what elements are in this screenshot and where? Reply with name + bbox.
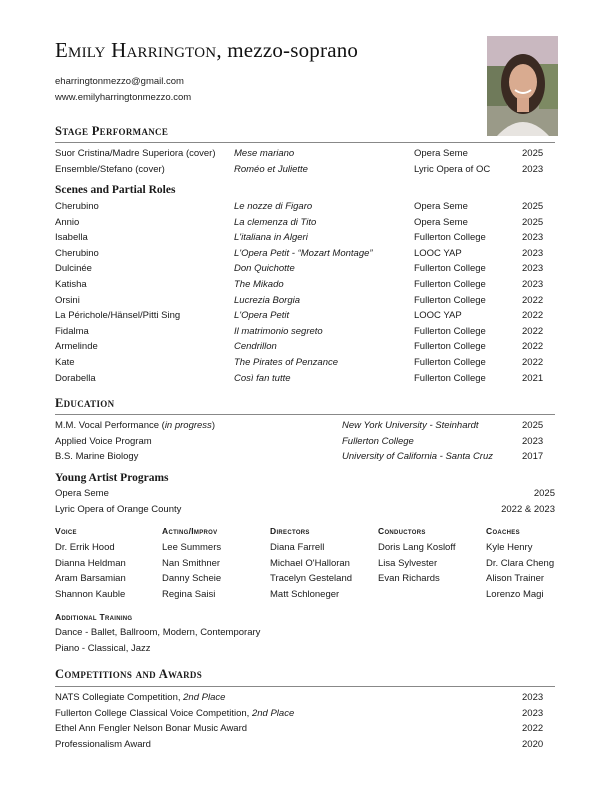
award-text: Ethel Ann Fengler Nelson Bonar Music Award [55,723,248,735]
table-row [0,232,612,246]
column-heading: Acting/Improv [162,526,218,536]
year: 2022 [522,357,544,368]
year: 2025 [522,201,544,212]
additional-training-heading: Additional Training [55,612,133,622]
company-name: Lyric Opera of OC [414,163,491,175]
award-place: 2nd Place [251,707,295,719]
year: 2023 [522,435,544,447]
year: 2023 [522,163,544,175]
table-row [0,326,612,340]
production-title: Don Quichotte [234,263,295,275]
full-name: Emily Harrington [55,38,217,62]
award-text: Fullerton College Classical Voice Competition, [55,707,252,719]
role-name: Ensemble/Stefano (cover) [55,163,165,175]
production-title: Roméo et Juliette [234,163,308,175]
year: 2023 [522,232,544,244]
school-name: University of California - Santa Cruz [342,451,493,463]
company-name: Fullerton College [414,372,486,384]
teacher-list [270,542,352,604]
year: 2020 [522,738,544,750]
voice-type: , mezzo-soprano [216,38,359,62]
role-name: Orsini [55,294,80,306]
year: 2025 [533,488,555,499]
teacher-list [55,542,126,604]
degree-text: ) [211,420,215,431]
production-title: The Mikado [234,279,284,290]
award-name [55,723,247,734]
award-name [55,708,294,719]
year: 2025 [522,148,544,159]
company-name: Opera Seme [414,201,468,212]
production-title: Le nozze di Figaro [234,201,313,212]
award-place: 2nd Place [183,692,226,703]
year: 2023 [522,279,544,290]
list-item: Piano - Classical, Jazz [55,642,151,654]
list-item: Doris Lang Kosloff [378,542,456,553]
company-name: LOOC YAP [414,310,462,322]
table-row [0,341,612,355]
table-row [0,148,612,162]
website-link[interactable]: www.emilyharringtonmezzo.com [55,92,192,103]
list-item: Lee Summers [162,542,222,553]
company-name: Fullerton College [414,357,486,368]
education-heading: Education [55,396,115,410]
list-item: Dr. Clara Cheng [486,557,555,569]
section-divider [55,414,555,415]
section-divider [55,686,555,687]
production-title: Cendrillon [234,341,277,353]
list-item: Tracelyn Gesteland [270,573,353,585]
role-name: Cherubino [55,201,99,212]
year: 2022 [522,723,544,735]
table-row [0,723,612,737]
table-row [0,739,612,753]
list-item: Dance - Ballet, Ballroom, Modern, Contemporary [55,627,261,638]
role-name: Suor Cristina/Madre Superiora (cover) [55,148,216,159]
production-title: Il matrimonio segreto [234,325,323,337]
section-divider [55,142,555,143]
role-name: Fidalma [55,325,89,337]
year: 2022 [522,294,544,306]
program-name: Opera Seme [55,488,109,499]
role-name: Dulcinée [55,263,92,275]
degree-text: B.S. Marine Biology [55,451,139,463]
degree [55,451,138,462]
table-row [0,263,612,277]
year: 2022 [522,325,544,337]
degree-text: M.M. Vocal Performance ( [55,420,165,431]
year: 2022 [522,341,544,353]
young-artist-heading: Young Artist Programs [55,472,169,484]
table-row [0,504,612,518]
year: 2023 [522,692,544,703]
company-name: Fullerton College [414,325,486,337]
table-row [0,279,612,293]
list-item: Regina Saisi [162,588,216,600]
list-item: Alison Trainer [486,573,545,585]
column-heading: Voice [55,526,77,536]
role-name: Annio [55,216,80,228]
table-row [0,692,612,706]
table-row [0,373,612,387]
role-name: Katisha [55,279,87,290]
year: 2017 [522,451,544,463]
list-item: Matt Schloneger [270,588,340,600]
year: 2025 [522,420,544,431]
table-row [0,310,612,324]
table-row [0,708,612,722]
year: 2022 [522,310,544,322]
role-name: Armelinde [55,341,98,353]
year: 2022 & 2023 [501,503,555,515]
company-name: Fullerton College [414,341,486,353]
column-heading: Conductors [378,526,426,536]
table-row [0,164,612,178]
year: 2021 [522,372,544,384]
company-name: Fullerton College [414,294,486,306]
role-name: Isabella [55,232,88,244]
production-title: Così fan tutte [234,372,291,384]
list-item: Nan Smithner [162,557,221,569]
school-name: Fullerton College [342,435,414,447]
list-item: Shannon Kauble [55,588,126,600]
award-name [55,739,151,750]
company-name: Opera Seme [414,216,468,228]
list-item: Dr. Errik Hood [55,542,115,553]
school-name: New York University - Steinhardt [342,420,479,431]
production-title: La clemenza di Tito [234,216,317,228]
production-title: Lucrezia Borgia [234,294,301,306]
award-text: Professionalism Award [55,738,151,750]
list-item: Kyle Henry [486,542,533,553]
award-name [55,692,225,703]
year: 2023 [522,707,544,719]
table-row [0,420,612,434]
list-item: Dianna Heldman [55,557,126,569]
table-row [0,248,612,262]
company-name: LOOC YAP [414,247,462,259]
table-row [0,201,612,215]
table-row [0,357,612,371]
award-text: NATS Collegiate Competition, [55,692,184,703]
table-row [0,295,612,309]
additional-training-list [55,627,260,658]
list-item: Lorenzo Magi [486,588,544,600]
list-item: Danny Scheie [162,573,222,585]
teacher-list [378,542,455,589]
list-item: Lisa Sylvester [378,557,438,569]
table-row [0,451,612,465]
degree [55,420,215,431]
production-title: L'Opera Petit [234,310,290,322]
role-name: La Périchole/Hänsel/Pitti Sing [55,310,181,322]
degree-status: in progress [164,420,212,431]
awards-heading: Competitions and Awards [55,667,203,681]
role-name: Cherubino [55,247,99,259]
role-name: Kate [55,357,75,368]
program-name: Lyric Opera of Orange County [55,503,182,515]
resume-name [55,38,358,63]
list-item: Aram Barsamian [55,573,126,585]
company-name: Fullerton College [414,279,486,290]
company-name: Opera Seme [414,148,468,159]
table-row [0,217,612,231]
email-link[interactable]: eharringtonmezzo@gmail.com [55,76,184,87]
company-name: Fullerton College [414,263,486,275]
list-item: Evan Richards [378,573,440,585]
production-title: Mese mariano [234,148,295,159]
production-title: The Pirates of Penzance [234,357,339,368]
year: 2023 [522,247,544,259]
column-heading: Coaches [486,526,520,536]
list-item: Diana Farrell [270,542,325,553]
teacher-list [162,542,221,604]
production-title: L'italiana in Algeri [234,232,308,244]
stage-performance-heading: Stage Performance [55,124,169,138]
role-name: Dorabella [55,372,96,384]
scenes-heading: Scenes and Partial Roles [55,184,176,196]
column-heading: Directors [270,526,310,536]
degree-text: Applied Voice Program [55,435,152,447]
table-row [0,436,612,450]
company-name: Fullerton College [414,232,486,244]
degree [55,436,152,447]
year: 2025 [522,216,544,228]
list-item: Michael O'Halloran [270,557,350,569]
year: 2023 [522,263,544,275]
headshot-photo [487,36,558,136]
production-title: L'Opera Petit - “Mozart Montage” [234,247,373,259]
table-row [0,488,612,502]
teacher-list [486,542,554,604]
